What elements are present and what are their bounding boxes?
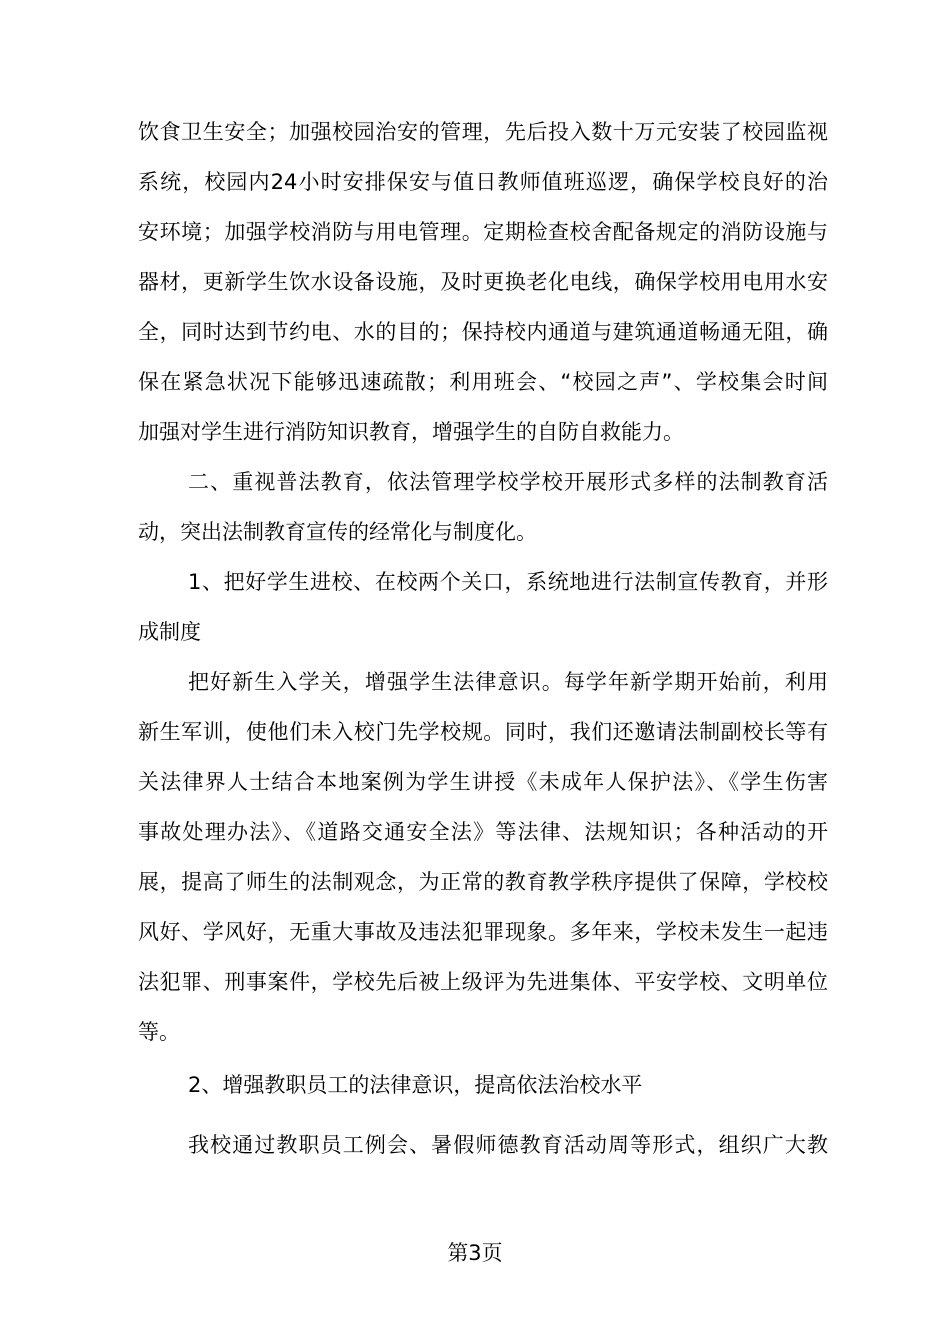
subsection-heading: 2、增强教职员工的法律意识，提高依法治校水平 <box>188 1073 643 1097</box>
section-heading: 二、重视普法教育，依法管理学校学校开展形式多样的法制教育活 <box>188 470 828 494</box>
text-line: 加强对学生进行消防知识教育，增强学生的自防自救能力。 <box>138 420 684 444</box>
text-line: 关法律界人士结合本地案例为学生讲授《未成年人保护法》、《学生伤害 <box>138 770 828 794</box>
text-line: 风好、学风好，无重大事故及违法犯罪现象。多年来，学校未发生一起违 <box>138 920 828 944</box>
text-line: 饮食卫生安全；加强校园治安的管理，先后投入数十万元安装了校园监视 <box>138 120 828 144</box>
text-line: 法犯罪、刑事案件，学校先后被上级评为先进集体、平安学校、文明单位 <box>138 970 828 994</box>
text-line: 我校通过教职员工例会、暑假师德教育活动周等形式，组织广大教 <box>188 1133 828 1157</box>
text-line: 事故处理办法》、《道路交通安全法》等法律、法规知识；各种活动的开 <box>138 820 828 844</box>
text-line: 器材，更新学生饮水设备设施，及时更换老化电线，确保学校用电用水安 <box>138 270 828 294</box>
text-line: 安环境；加强学校消防与用电管理。定期检查校舍配备规定的消防设施与 <box>138 220 828 244</box>
text-line: 保在紧急状况下能够迅速疏散；利用班会、“校园之声”、学校集会时间 <box>138 370 828 394</box>
text-line: 等。 <box>138 1020 180 1044</box>
text-line: 把好新生入学关，增强学生法律意识。每学年新学期开始前，利用 <box>188 670 828 694</box>
page-number: 第3页 <box>447 1241 503 1265</box>
subsection-heading: 1、把好学生进校、在校两个关口，系统地进行法制宣传教育，并形 <box>188 570 828 594</box>
section-heading: 动，突出法制教育宣传的经常化与制度化。 <box>138 520 537 544</box>
text-line: 系统，校园内24小时安排保安与值日教师值班巡逻，确保学校良好的治 <box>138 170 828 194</box>
subsection-heading: 成制度 <box>138 620 201 644</box>
text-line: 展，提高了师生的法制观念，为正常的教育教学秩序提供了保障，学校校 <box>138 870 828 894</box>
text-line: 新生军训，使他们未入校门先学校规。同时，我们还邀请法制副校长等有 <box>138 720 828 744</box>
text-line: 全，同时达到节约电、水的目的；保持校内通道与建筑通道畅通无阻，确 <box>138 320 828 344</box>
